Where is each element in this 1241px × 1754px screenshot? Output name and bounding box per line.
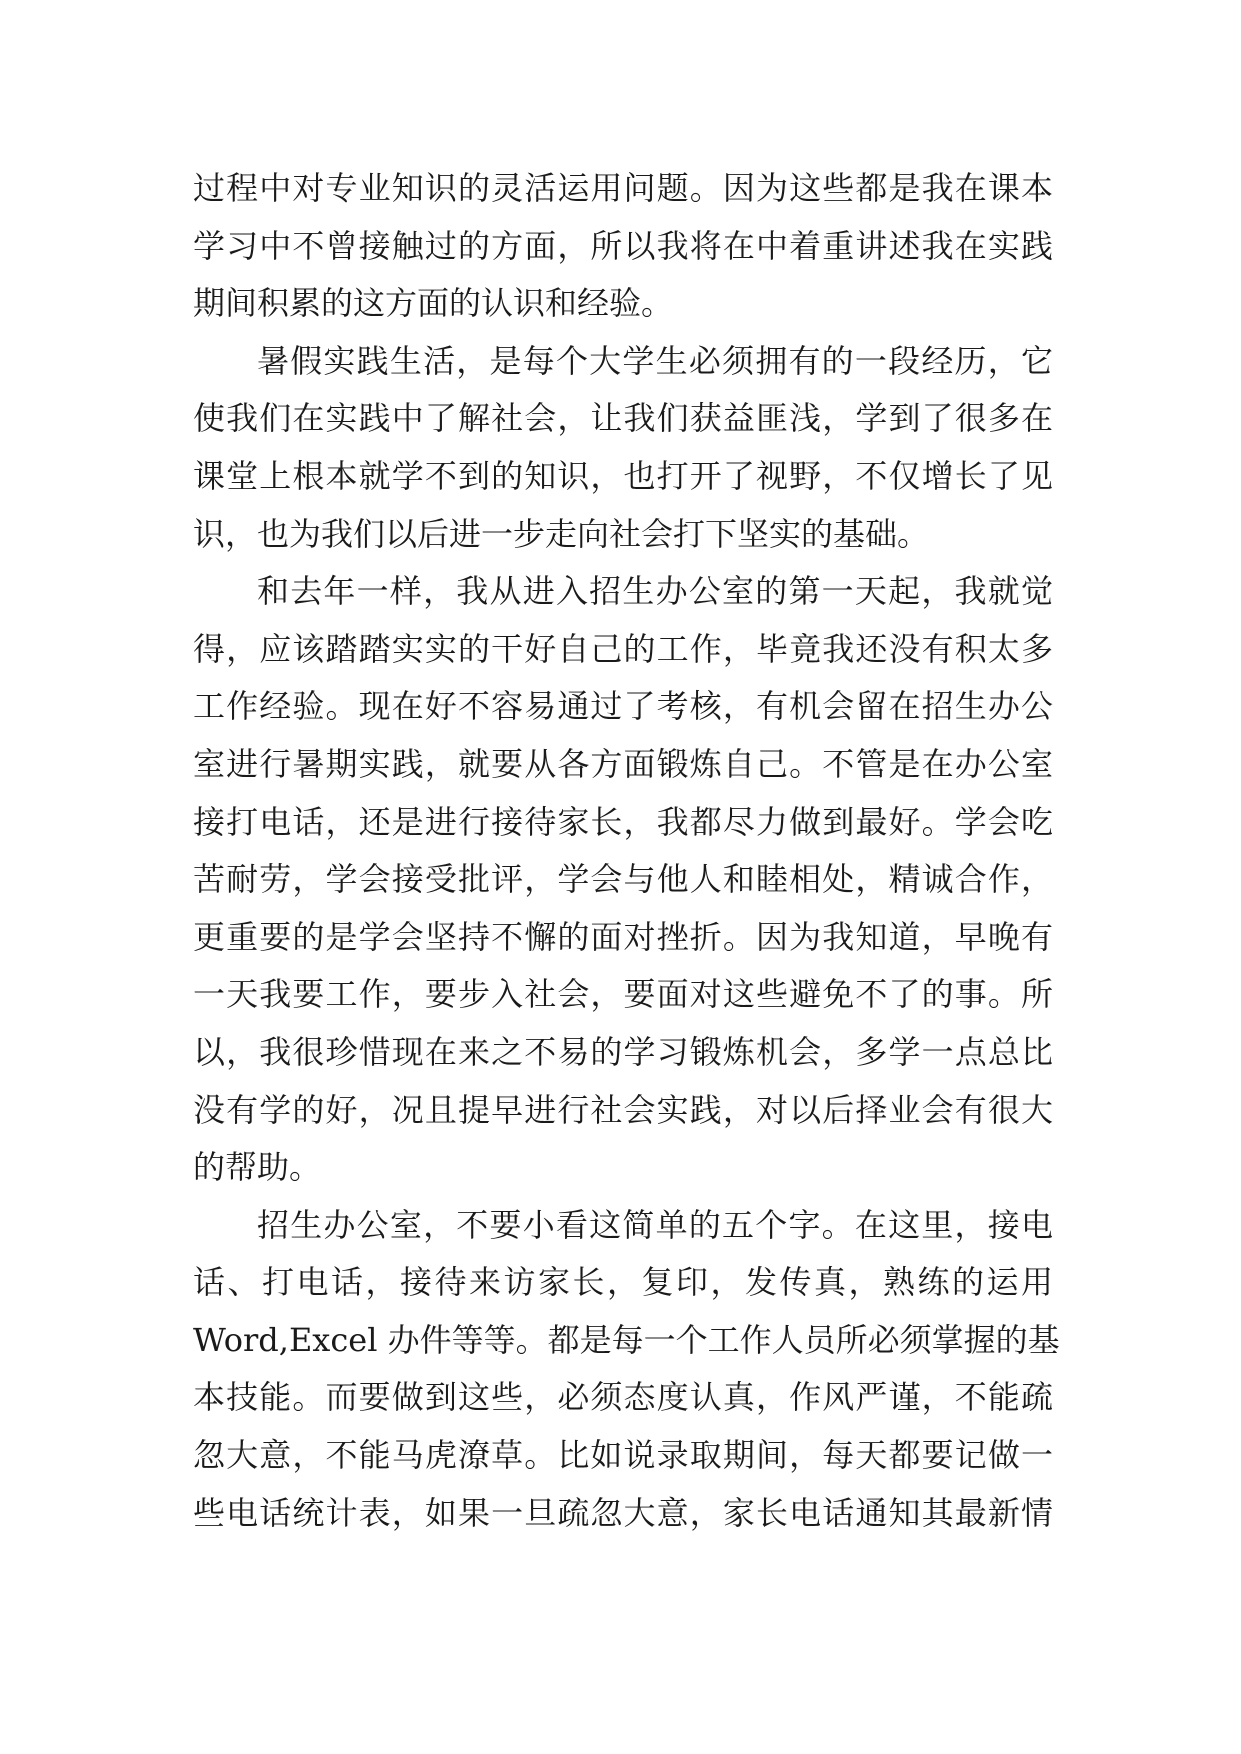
text-line: 没有学的好，况且提早进行社会实践，对以后择业会有很大	[193, 1090, 1053, 1129]
text-line: 识，也为我们以后进一步走向社会打下坚实的基础。	[193, 514, 930, 553]
document-body	[193, 160, 1060, 1542]
text-line: 室进行暑期实践，就要从各方面锻炼自己。不管是在办公室	[193, 744, 1053, 783]
text-line: 课堂上根本就学不到的知识，也打开了视野，不仅增长了见	[193, 456, 1053, 495]
text-line: 一天我要工作，要步入社会，要面对这些避免不了的事。所	[193, 975, 1053, 1014]
text-line: 期间积累的这方面的认识和经验。	[193, 284, 674, 323]
text-line: 苦耐劳，学会接受批评，学会与他人和睦相处，精诚合作，	[193, 860, 1053, 899]
paragraph-2	[193, 333, 1053, 563]
text-line: 和去年一样，我从进入招生办公室的第一天起，我就觉	[257, 572, 1053, 611]
text-line: Word,Excel 办件等等。都是每一个工作人员所必须掌握的基	[193, 1320, 1060, 1359]
text-line: 些电话统计表，如果一旦疏忽大意，家长电话通知其最新情	[193, 1493, 1053, 1532]
text-line: 更重要的是学会坚持不懈的面对挫折。因为我知道，早晚有	[193, 917, 1053, 956]
text-line: 使我们在实践中了解社会，让我们获益匪浅，学到了很多在	[193, 399, 1053, 438]
text-line: 接打电话，还是进行接待家长，我都尽力做到最好。学会吃	[193, 802, 1053, 841]
text-line: 忽大意，不能马虎潦草。比如说录取期间，每天都要记做一	[193, 1436, 1053, 1475]
text-line: 的帮助。	[193, 1148, 322, 1187]
text-line: 暑假实践生活，是每个大学生必须拥有的一段经历，它	[257, 341, 1053, 380]
paragraph-1	[193, 160, 1053, 333]
text-line: 学习中不曾接触过的方面，所以我将在中着重讲述我在实践	[193, 226, 1053, 265]
text-line: 工作经验。现在好不容易通过了考核，有机会留在招生办公	[193, 687, 1053, 726]
text-line: 招生办公室，不要小看这简单的五个字。在这里，接电	[257, 1205, 1053, 1244]
paragraph-3	[193, 563, 1053, 1197]
text-line: 得，应该踏踏实实的干好自己的工作，毕竟我还没有积太多	[193, 629, 1053, 668]
text-line: 本技能。而要做到这些，必须态度认真，作风严谨，不能疏	[193, 1378, 1053, 1417]
text-line: 过程中对专业知识的灵活运用问题。因为这些都是我在课本	[193, 169, 1053, 207]
text-line: 以，我很珍惜现在来之不易的学习锻炼机会，多学一点总比	[193, 1032, 1053, 1071]
text-line: 话、打电话，接待来访家长，复印，发传真，熟练的运用	[193, 1263, 1053, 1302]
paragraph-4	[193, 1197, 1060, 1543]
